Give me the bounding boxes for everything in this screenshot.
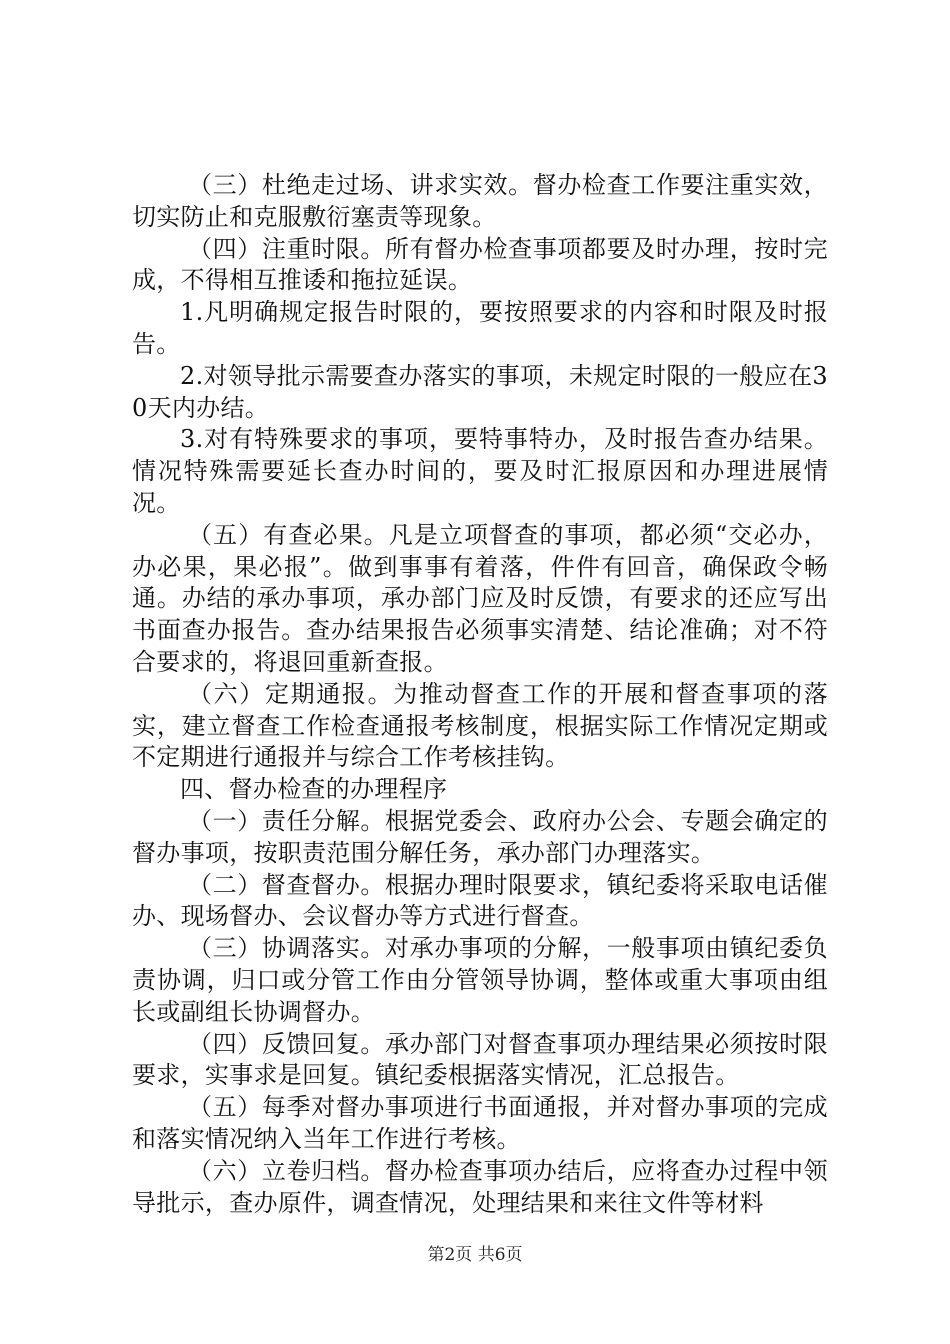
paragraph-4: （六）定期通报。为推动督查工作的开展和督查事项的落实，建立督查工作检查通报考核制度，根据实际工作情况定期或不定期进行通报并与综合工作考核挂钩。 [132, 679, 828, 772]
document-body [132, 170, 828, 1219]
section-heading: 四、督办检查的办理程序 [180, 775, 448, 804]
paragraph-2: （四）注重时限。所有督办检查事项都要及时办理，按时完成，不得相互推诿和拖拉延误。 [132, 234, 828, 295]
paragraph-5: （一）责任分解。根据党委会、政府办公会、专题会确定的督办事项，按职责范围分解任务，承办部门办理落实。 [132, 806, 828, 867]
paragraph-1: （三）杜绝走过场、讲求实效。督办检查工作要注重实效，切实防止和克服敷衍塞责等现象。 [132, 171, 828, 231]
paragraph-3: （五）有查必果。凡是立项督查的事项，都必须“交必办，办必果，果必报”。做到事事有着落，件件有回音，确保政令畅通。办结的承办事项，承办部门应及时反馈，有要求的还应写出书面查办报告。查办结果报告必须事实清楚、结论准确；对不符合要求的，将退回重新查报。 [132, 520, 828, 676]
page-number-footer: 第2页 共6页 [427, 1245, 523, 1265]
paragraph-10: （六）立卷归档。督办检查事项办结后，应将查办过程中领导批示，查办原件，调查情况，处理结果和来往文件等材料 [132, 1156, 828, 1217]
numbered-item-1: 1.凡明确规定报告时限的，要按照要求的内容和时限及时报告。 [132, 298, 828, 358]
paragraph-9: （五）每季对督办事项进行书面通报，并对督办事项的完成和落实情况纳入当年工作进行考核。 [132, 1093, 828, 1153]
numbered-item-3: 3.对有特殊要求的事项，要特事特办，及时报告查办结果。情况特殊需要延长查办时间的，要及时汇报原因和办理进展情况。 [132, 425, 828, 517]
paragraph-6: （二）督查督办。根据办理时限要求，镇纪委将采取电话催办、现场督办、会议督办等方式进行督查。 [132, 870, 828, 931]
paragraph-7: （三）协调落实。对承办事项的分解，一般事项由镇纪委负责协调，归口或分管工作由分管领导协调，整体或重大事项由组长或副组长协调督办。 [132, 934, 828, 1026]
paragraph-8: （四）反馈回复。承办部门对督查事项办理结果必须按时限要求，实事求是回复。镇纪委根据落实情况，汇总报告。 [132, 1029, 828, 1090]
numbered-item-2: 2.对领导批示需要查办落实的事项，未规定时限的一般应在30天内办结。 [132, 361, 828, 422]
